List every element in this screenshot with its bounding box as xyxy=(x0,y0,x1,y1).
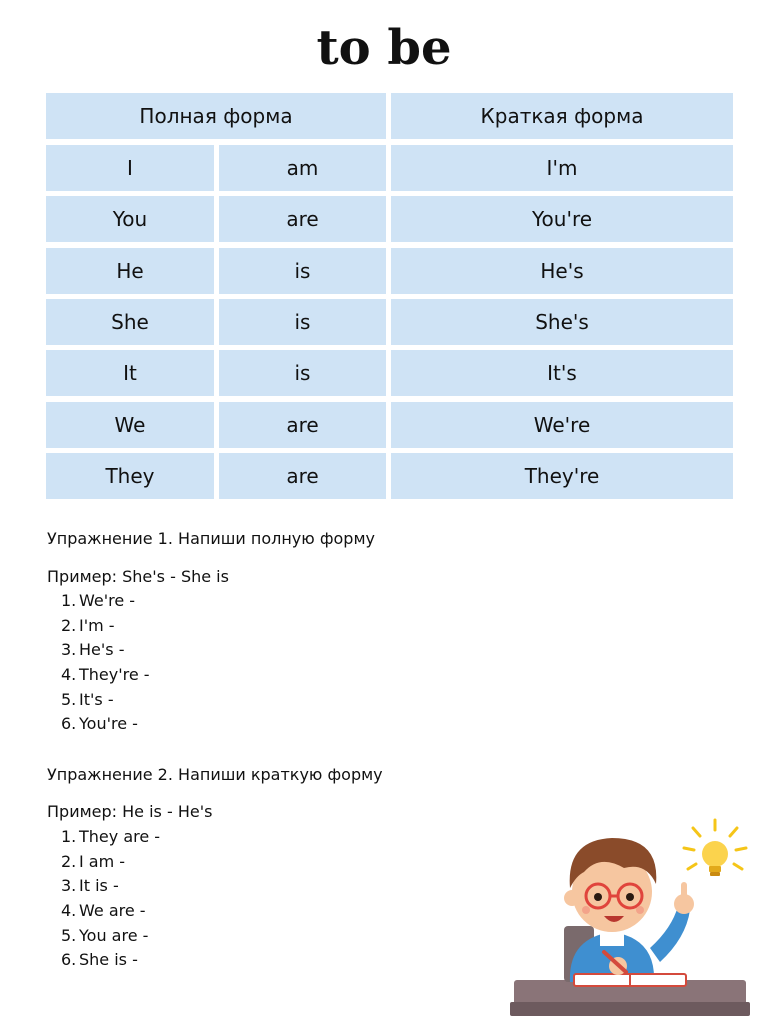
list-item: 1. They are - xyxy=(61,827,161,846)
exercise2-example: Пример: He is - He's xyxy=(47,802,213,821)
list-item: 2. I'm - xyxy=(61,615,115,635)
table-cell-pronoun: We xyxy=(46,402,214,448)
student-illustration xyxy=(500,810,768,1024)
table-cell-pronoun: She xyxy=(46,299,214,345)
list-item: 3. He's - xyxy=(61,640,125,660)
table-cell-verb: is xyxy=(219,299,386,345)
table-cell-verb: are xyxy=(219,402,386,448)
table-cell-verb: is xyxy=(219,350,386,396)
list-item: 3. It is - xyxy=(61,876,119,896)
table-cell-short: We're xyxy=(391,402,733,448)
table-cell-verb: are xyxy=(219,196,386,242)
table-cell-short: They're xyxy=(391,453,733,499)
list-item: 6. She is - xyxy=(61,950,138,970)
table-cell-verb: are xyxy=(219,453,386,499)
table-cell-pronoun: They xyxy=(46,453,214,499)
table-cell-short: She's xyxy=(391,299,733,345)
table-cell-short: You're xyxy=(391,196,733,242)
page-title: to be xyxy=(316,20,452,76)
table-cell-pronoun: It xyxy=(46,350,214,396)
header-short-form: Краткая форма xyxy=(391,93,733,139)
list-item: 4. We are - xyxy=(61,901,146,921)
list-item: 4. They're - xyxy=(61,665,150,685)
table-cell-pronoun: I xyxy=(46,145,214,191)
table-cell-short: He's xyxy=(391,248,733,294)
table-cell-pronoun: You xyxy=(46,196,214,242)
list-item: 1. We're - xyxy=(61,591,136,610)
light-bulb-icon xyxy=(684,820,746,876)
list-item: 6. You're - xyxy=(61,714,138,734)
header-full-form: Полная форма xyxy=(46,93,386,139)
exercise1-example: Пример: She's - She is xyxy=(47,567,229,586)
exercise1-list xyxy=(61,589,150,737)
exercise2-title: Упражнение 2. Напиши краткую форму xyxy=(47,765,383,784)
exercise2-list xyxy=(61,825,160,973)
table-cell-pronoun: He xyxy=(46,248,214,294)
table-cell-short: It's xyxy=(391,350,733,396)
exercise1-title: Упражнение 1. Напиши полную форму xyxy=(47,529,375,548)
table-cell-verb: am xyxy=(219,145,386,191)
table-cell-short: I'm xyxy=(391,145,733,191)
list-item: 5. You are - xyxy=(61,925,149,945)
table-cell-verb: is xyxy=(219,248,386,294)
list-item: 5. It's - xyxy=(61,689,114,709)
list-item: 2. I am - xyxy=(61,851,126,871)
